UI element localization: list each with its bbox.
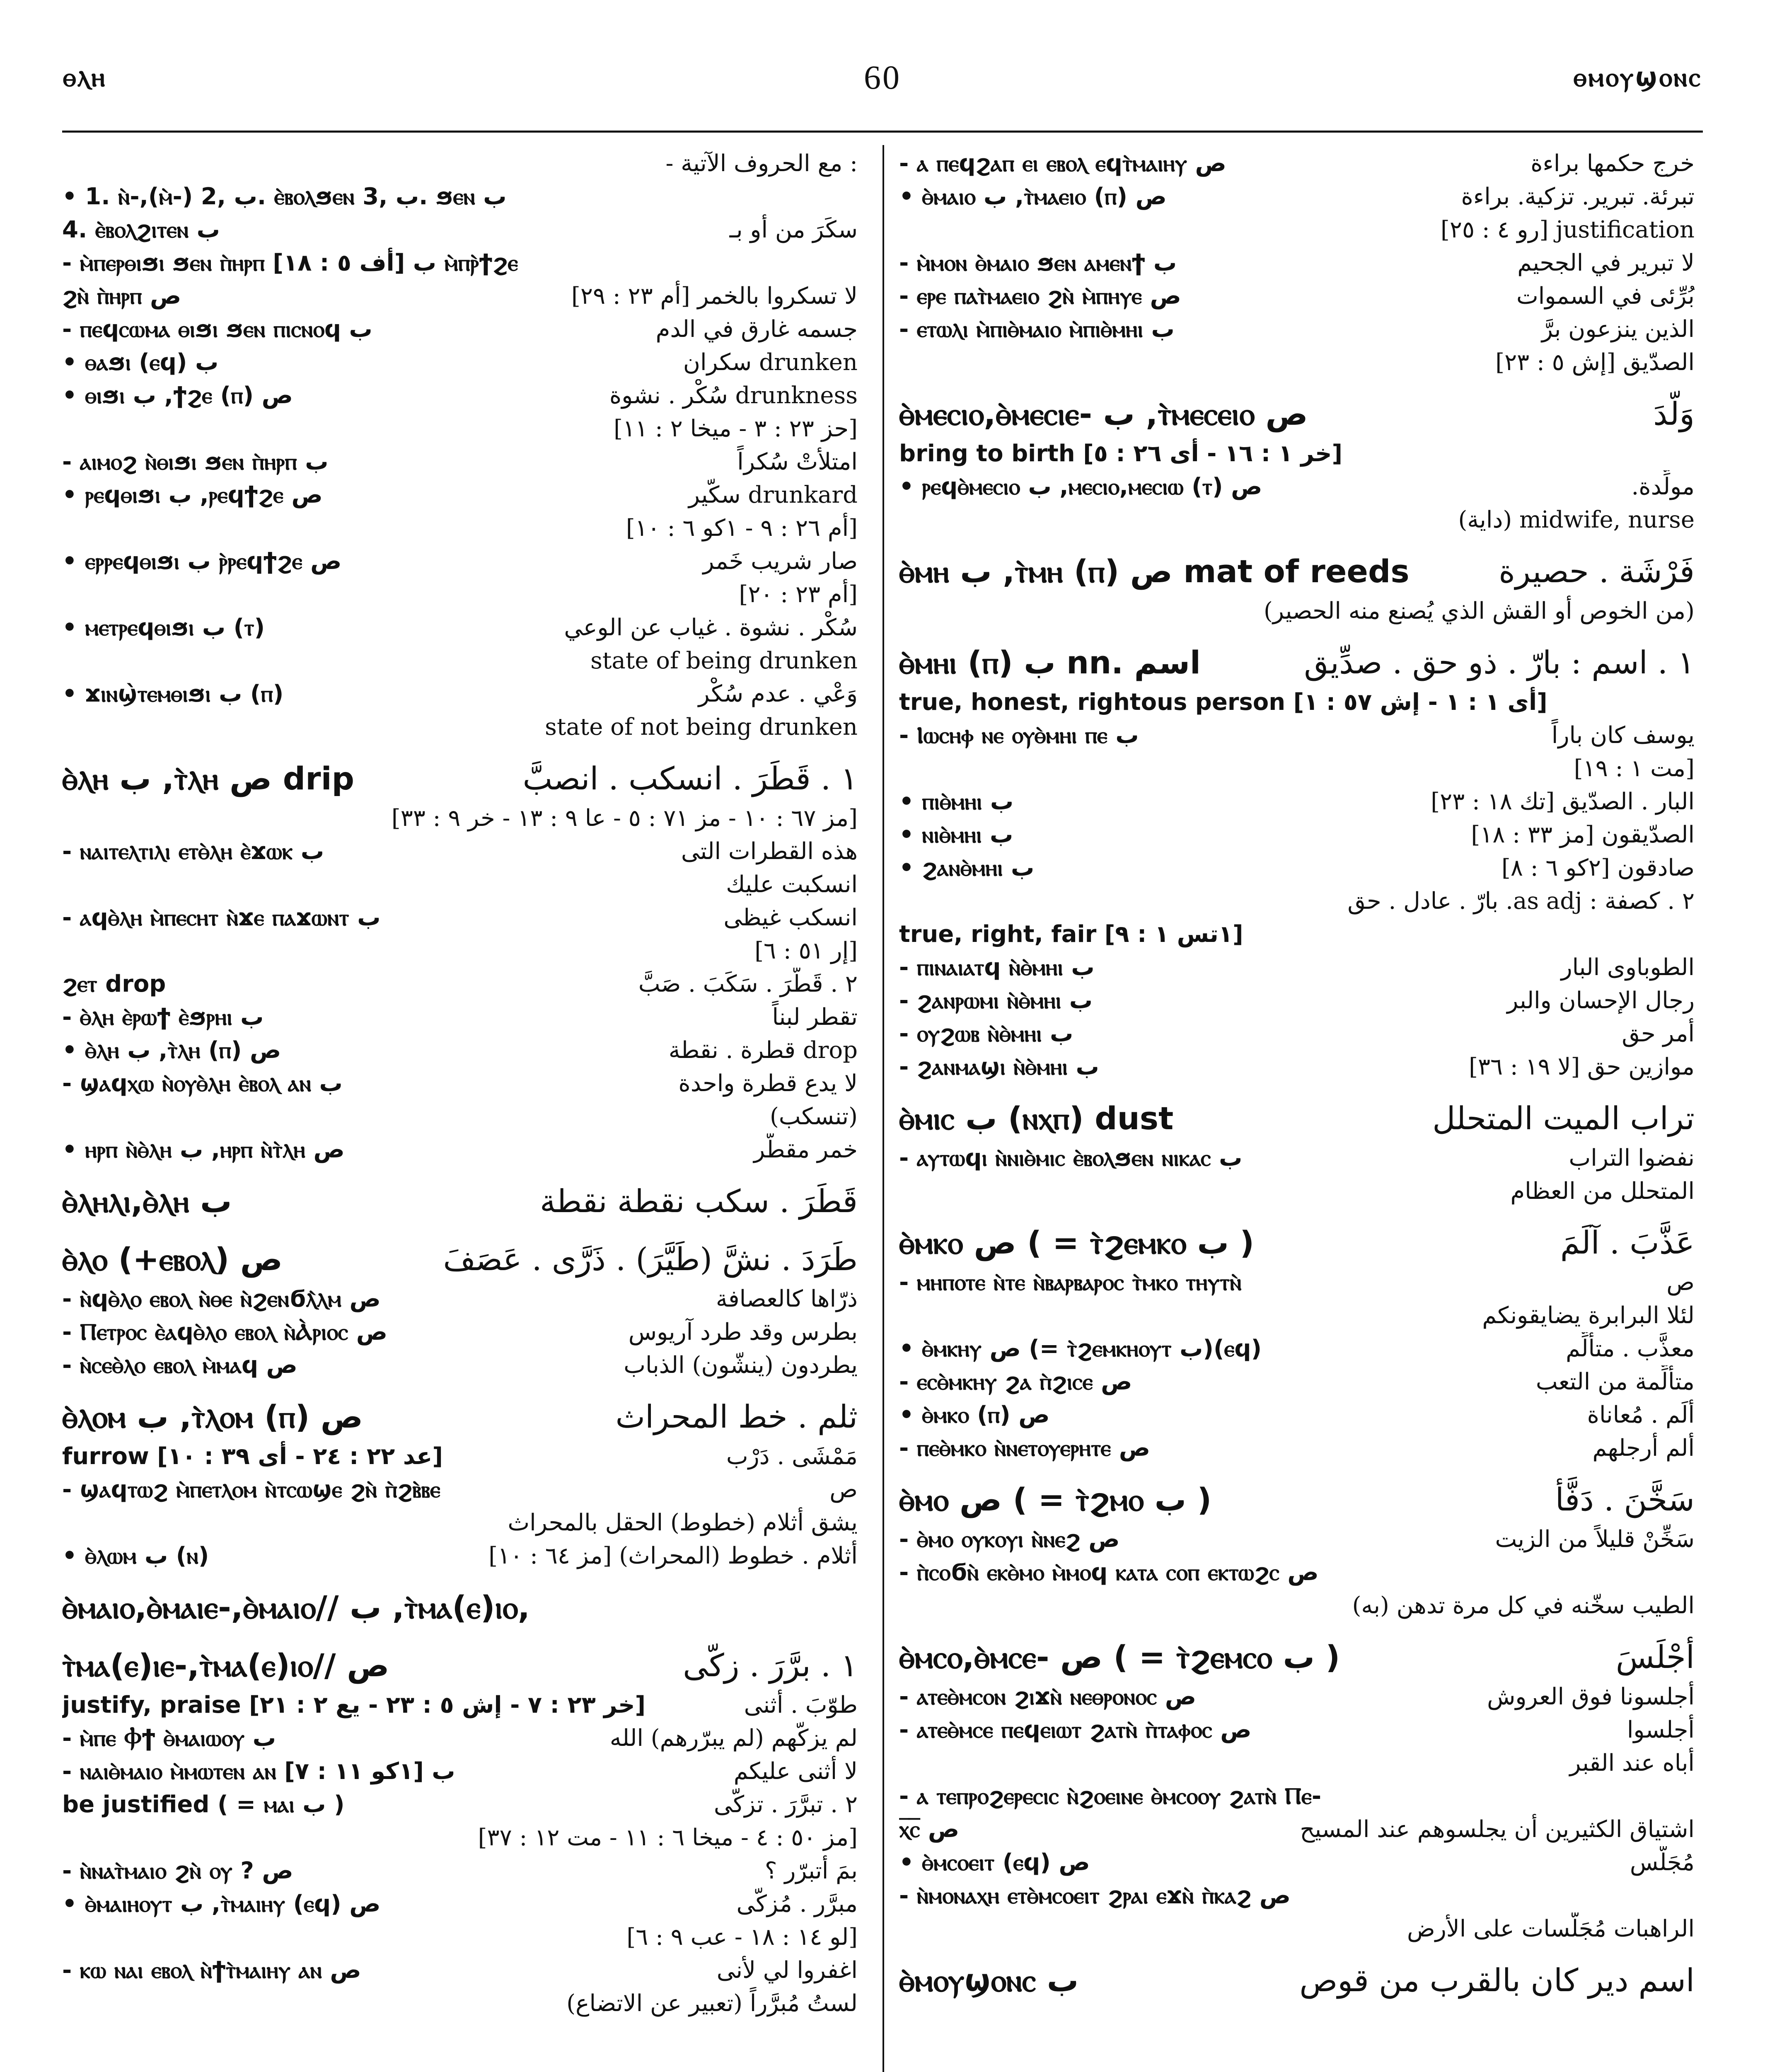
arabic-gloss: مبرَّر . مُزكّى: [736, 1890, 858, 1917]
coptic-text: - ⲉⲥⲑ̀ⲙⲕⲏⲩ ϩⲁ ⲡ̀ϩⲓⲥⲉ ص: [899, 1368, 1132, 1395]
arabic-gloss: سَخِّنْ قليلاً من الزيت: [1495, 1526, 1695, 1553]
arabic-gloss: drunkness سُكْر . نشوة: [609, 382, 858, 409]
entry-line: [899, 1266, 1695, 1299]
entry-line: [899, 280, 1695, 313]
left-column: [62, 147, 858, 2020]
arabic-gloss: ص: [1666, 1269, 1695, 1296]
coptic-text: ⲑ̀ⲙⲟ ص ( = ⲧ̀ϩⲙⲟ ب ): [899, 1481, 1212, 1518]
entry-line: [62, 346, 858, 379]
entry-line: [62, 412, 858, 445]
arabic-gloss: ص: [829, 1476, 858, 1503]
coptic-text: - ⲡⲉⲑ̀ⲙⲕⲟ ⲛ̀ⲛⲉⲧⲟⲩⲉⲣⲏⲧⲉ ص: [899, 1435, 1151, 1462]
arabic-gloss: رجال الإحسان والبر: [1507, 987, 1695, 1014]
coptic-text: ⲑ̀ⲗⲏⲗⲓ,ⲑ̀ⲗⲏ ب: [62, 1183, 232, 1220]
entry-line: [62, 1349, 858, 1382]
coptic-text: - ϩⲁⲛⲣⲱⲙⲓ ⲛ̀ⲑ̀ⲙⲏⲓ ب: [899, 987, 1093, 1014]
entry-line: [62, 934, 858, 968]
coptic-text: ⲑ̀ⲙⲟⲩϣⲟⲛⲥ ب: [899, 1962, 1079, 1999]
entry-line: [62, 1689, 858, 1722]
coptic-text: - ⲡ̀ⲥⲟϭⲛ̀ ⲉⲕⲑ̀ⲙⲟ ⲙ̀ⲙⲟϥ ⲕⲁⲧⲁ ⲥⲟⲡ ⲉⲕⲧⲱϩⲥ ص: [899, 1559, 1319, 1586]
entry-line: [899, 1634, 1695, 1680]
arabic-gloss: وَعْي . عدم سُكْر: [698, 680, 858, 707]
entry-line: [62, 247, 858, 280]
coptic-text: - ⲁⲧⲉⲑ̀ⲙⲥⲟⲛ ϩⲓϫⲛ̀ ⲛⲉⲑⲣⲟⲛⲟⲥ ص: [899, 1683, 1197, 1710]
coptic-text: justify, praise [خر ٢٣ : ٧ - إش ٥ : ٢٣ - يع ٢ : ٢١]: [62, 1692, 646, 1719]
arabic-gloss: لم يزكّهم (لم يبرّرهم) الله: [609, 1725, 858, 1752]
entry-line: [899, 213, 1695, 247]
arabic-gloss: اغفروا لي لأنى: [716, 1957, 858, 1984]
coptic-text: ⲧ̀ⲙⲁ(ⲉ)ⲓⲉ-,ⲧ̀ⲙⲁ(ⲉ)ⲓⲟ// ص: [62, 1647, 389, 1684]
entry-line: [899, 752, 1695, 785]
entry-line: [62, 1921, 858, 1954]
coptic-text: - Ⲡⲉⲧⲣⲟⲥ ⲉ̀ⲁϥⲑ̀ⲗⲟ ⲉⲃⲟⲗ ⲛ̀Ⲁ̀ⲣⲓⲟⲥ ص: [62, 1319, 388, 1346]
entry-line: [899, 1432, 1695, 1465]
arabic-gloss: ١ . اسم : بارّ . ذو حق . صدِّيق: [1304, 644, 1695, 681]
entry-line: [62, 868, 858, 901]
arabic-gloss: (تنسكب): [769, 1103, 858, 1130]
arabic-gloss: drunken سكران: [683, 349, 858, 376]
coptic-text: - ⲁⲓⲙⲟϩ ⲛ̀ⲑⲓϧⲓ ϧⲉⲛ ⲡ̀ⲏⲣⲡ ب: [62, 448, 329, 475]
coptic-text: - ⲙⲏⲡⲟⲧⲉ ⲛ̀ⲧⲉ ⲛ̀ⲃⲁⲣⲃⲁⲣⲟⲥ ⲧ̀ⲙⲕⲟ ⲧⲏⲩⲧⲛ̀: [899, 1269, 1242, 1296]
entry-line: [62, 711, 858, 744]
coptic-text: - ⲁ ⲧⲉⲡⲣⲟϩⲉⲣⲉⲥⲓⲥ ⲛ̀ϩⲟⲉⲓⲛⲉ ⲑ̀ⲙⲥⲟⲟⲩ ϩⲁⲧⲛ̀ Ⲡⲉ-: [899, 1783, 1322, 1810]
coptic-text: - ⲁⲩⲧⲱϥⲓ ⲛ̀ⲛⲓⲑ̀ⲙⲓⲥ ⲉ̀ⲃⲟⲗϧⲉⲛ ⲛⲓⲕⲁⲥ ب: [899, 1145, 1243, 1172]
entry-line: [62, 1100, 858, 1133]
coptic-text: • ⲛⲓⲑ̀ⲙⲏⲓ ب: [899, 821, 1013, 848]
entry-line: [899, 1957, 1695, 2004]
entry-line: [62, 1001, 858, 1034]
entry-line: [62, 1987, 858, 2020]
arabic-gloss: الصدّيق [إش ٥ : ٢٣]: [1495, 349, 1695, 376]
coptic-text: - ⲡⲉϥⲥⲱⲙⲁ ⲑⲓϧⲓ ϧⲉⲛ ⲡⲓⲥⲛⲟϥ ب: [62, 316, 372, 343]
arabic-gloss: [مز ٦٧ : ١٠ - مز ٧١ : ٥ - عا ٩ : ١٣ - خر ٩ : ٣٣]: [391, 805, 858, 832]
arabic-gloss: عَذَّبَ . آلَمَ: [1560, 1224, 1695, 1261]
coptic-text: - ⲁⲧⲉⲑ̀ⲙⲥⲉ ⲡⲉϥⲉⲓⲱⲧ ϩⲁⲧⲛ̀ ⲡ̀ⲧⲁⲫⲟⲥ ص: [899, 1716, 1252, 1743]
arabic-gloss: امتلأتْ سُكراً: [737, 448, 858, 475]
coptic-text: • ⲑⲓϧⲓ ب ,ϯϩⲉ (ⲡ) ص: [62, 382, 293, 409]
arabic-gloss: لا تبرير في الجحيم: [1517, 249, 1695, 276]
arabic-gloss: ألَم . مُعاناة: [1587, 1402, 1695, 1428]
coptic-text: ⲭ̅ⲥ̅ ص: [899, 1816, 960, 1843]
arabic-gloss: سكَرَ من أو بـ: [729, 216, 858, 243]
arabic-gloss: justification [رو ٤ : ٢٥]: [1441, 216, 1695, 243]
entry-line: [62, 147, 858, 180]
coptic-text: ⲑ̀ⲙⲉⲥⲓⲟ,ⲑ̀ⲙⲉⲥⲓⲉ- ب ,ⲧ̀ⲙⲉⲥⲉⲓⲟ ص: [899, 395, 1308, 432]
arabic-gloss: قَطَرَ . سكب نقطة نقطة: [539, 1183, 858, 1220]
entry-line: [899, 1846, 1695, 1879]
coptic-text: • ⲡⲓⲑ̀ⲙⲏⲓ ب: [899, 788, 1014, 815]
entry-line: [62, 1316, 858, 1349]
entry-line: [899, 1780, 1695, 1813]
entry-line: [62, 968, 858, 1001]
arabic-gloss: متألِّمة من التعب: [1535, 1368, 1695, 1395]
arabic-gloss: : مع الحروف الآتية -: [665, 150, 858, 177]
arabic-gloss: الطوباوى البار: [1561, 954, 1695, 981]
arabic-gloss: خرج حكمها براءة: [1530, 150, 1695, 177]
arabic-gloss: صار شريب خَمر: [703, 548, 858, 575]
coptic-text: ⲑ̀ⲙⲁⲓⲟ,ⲑ̀ⲙⲁⲓⲉ-,ⲑ̀ⲙⲁⲓⲟ// ب ,ⲧ̀ⲙⲁ(ⲉ)ⲓⲟ,: [62, 1589, 530, 1626]
entry-line: [62, 578, 858, 611]
arabic-gloss: مُجَلَّس: [1630, 1849, 1695, 1876]
coptic-text: ⲑ̀ⲗⲟⲙ ب ,ⲧ̀ⲗⲟⲙ (ⲡ) ص: [62, 1398, 363, 1435]
entry-line: [62, 1722, 858, 1755]
coptic-text: - ϩⲁⲛⲙⲁϣⲓ ⲛ̀ⲑ̀ⲙⲏⲓ ب: [899, 1053, 1099, 1080]
coptic-text: true, right, fair [١تس ١ : ٩]: [899, 921, 1243, 948]
arabic-gloss: الراهبات مُجَلَّسات على الأرض: [1407, 1915, 1695, 1942]
entry-line: [62, 1236, 858, 1283]
arabic-gloss: لئلا البرابرة يضايقونكم: [1482, 1302, 1695, 1329]
coptic-text: • ⲙⲉⲧⲣⲉϥⲑⲓϧⲓ ب (ⲧ): [62, 614, 265, 641]
coptic-text: ⲑ̀ⲙⲓⲥ ب (ⲛⲭⲡ) dust: [899, 1100, 1174, 1137]
entry-line: [62, 1642, 858, 1689]
entry-line: [899, 1095, 1695, 1142]
arabic-gloss: [لو ١٤ : ١٨ - عب ٩ : ٦]: [626, 1924, 858, 1951]
arabic-gloss: أباه عند القبر: [1569, 1750, 1695, 1777]
entry-line: [62, 901, 858, 934]
entry-line: [62, 755, 858, 802]
coptic-text: • ⲑⲁϧⲓ (ⲉϥ) ب: [62, 349, 219, 376]
entry-line: [899, 918, 1695, 951]
column-divider: [882, 145, 884, 2072]
entry-line: [62, 1394, 858, 1440]
entry-line: [62, 611, 858, 644]
entry-line: [899, 1813, 1695, 1846]
coptic-text: - ⲟⲩϩⲱⲃ ⲛ̀ⲑ̀ⲙⲏⲓ ب: [899, 1020, 1074, 1047]
entry-line: [899, 503, 1695, 537]
arabic-gloss: ٢ . قَطَّرَ . سَكَبَ . صَبَّ: [638, 971, 858, 997]
arabic-gloss: ١ . برَّرَ . زكّى: [683, 1647, 858, 1684]
entry-line: [62, 280, 858, 313]
arabic-gloss: المتحلل من العظام: [1510, 1178, 1695, 1205]
entry-line: [62, 1178, 858, 1225]
coptic-text: - ⲡⲓⲛⲁⲓⲁⲧϥ ⲛ̀ⲑ̀ⲙⲏⲓ ب: [899, 954, 1095, 981]
coptic-text: • ⲉⲣⲣⲉϥⲑⲓϧⲓ ب ⲣ̀ⲣⲉϥϯϩⲉ ص: [62, 548, 342, 575]
coptic-text: - Ⲓⲱⲥⲏⲫ ⲛⲉ ⲟⲩⲑ̀ⲙⲏⲓ ⲡⲉ ب: [899, 722, 1139, 749]
coptic-text: ϩⲉⲧ drop: [62, 971, 166, 997]
running-head-left: ⲑⲗⲏ: [63, 62, 107, 93]
coptic-text: • ϩⲁⲛⲑ̀ⲙⲏⲓ ب: [899, 854, 1035, 881]
coptic-text: be justified ( = ⲙⲁⲓ ب ): [62, 1791, 345, 1818]
entry-line: [62, 1854, 858, 1888]
coptic-text: ⲑ̀ⲙⲏ ب ,ⲧ̀ⲙⲏ (ⲡ) ص mat of reeds: [899, 553, 1410, 590]
entry-line: [62, 445, 858, 479]
entry-line: [899, 595, 1695, 628]
entry-line: [899, 1142, 1695, 1175]
entry-line: [899, 1714, 1695, 1747]
header-rule: [62, 131, 1703, 133]
arabic-gloss: لا يدع قطرة واحدة: [678, 1070, 858, 1097]
coptic-text: • ⲑ̀ⲗⲏ ب ,ⲧ̀ⲗⲏ (ⲡ) ص: [62, 1037, 281, 1064]
coptic-text: ⲑ̀ⲙⲏⲓ (ⲡ) ب nn. اسم: [899, 644, 1201, 681]
arabic-gloss: اشتياق الكثيرين أن يجلسوهم عند المسيح: [1300, 1816, 1695, 1843]
arabic-gloss: تراب الميت المتحلل: [1432, 1100, 1695, 1137]
coptic-text: • ⲑ̀ⲙⲕⲏⲩ ص (= ⲧ̀ϩⲉⲙⲕⲏⲟⲩⲧ ب)(ⲉϥ): [899, 1335, 1262, 1362]
coptic-text: - ⲙ̀ⲡⲉ Ⲫϯ ⲑ̀ⲙⲁⲓⲱⲟⲩ ب: [62, 1725, 276, 1752]
entry-line: [62, 1034, 858, 1067]
entry-line: [62, 1788, 858, 1821]
arabic-gloss: تبرئة. تبرير. تزكية. براءة: [1461, 183, 1695, 210]
coptic-text: - ϣⲁϥⲭⲱ ⲛ̀ⲟⲩⲑ̀ⲗⲏ ⲉ̀ⲃⲟⲗ ⲁⲛ ب: [62, 1070, 343, 1097]
entry-line: [62, 678, 858, 711]
arabic-gloss: أجلسوا: [1627, 1716, 1695, 1743]
arabic-gloss: سَخَّنَ . دَفَّأَ: [1555, 1481, 1695, 1518]
entry-line: [899, 1299, 1695, 1332]
coptic-text: ⲑ̀ⲙⲕⲟ ص ( = ⲧ̀ϩⲉⲙⲕⲟ ب ): [899, 1224, 1255, 1261]
entry-line: [62, 1539, 858, 1573]
coptic-text: • ⲑ̀ⲙⲕⲟ (ⲡ) ص: [899, 1402, 1050, 1428]
entry-line: [62, 1473, 858, 1506]
entry-line: [899, 470, 1695, 503]
entry-line: [899, 247, 1695, 280]
arabic-gloss: midwife, nurse (داية): [1458, 506, 1695, 533]
entry-line: [62, 1067, 858, 1100]
arabic-gloss: صادقون [٢كو ٦ : ٨]: [1501, 854, 1695, 881]
coptic-text: - ⲁ ⲡⲉϥϩⲁⲡ ⲉⲓ ⲉⲃⲟⲗ ⲉϥⲧ̀ⲙⲁⲓⲏⲩ ص: [899, 150, 1226, 177]
coptic-text: • ⲑ̀ⲙⲥⲟⲉⲓⲧ (ⲉϥ) ص: [899, 1849, 1090, 1876]
entry-line: [899, 1879, 1695, 1912]
arabic-gloss: مولِّدة.: [1631, 473, 1695, 500]
coptic-text: - ⲛ̀ⲥⲉⲑ̀ⲗⲟ ⲉⲃⲟⲗ ⲙ̀ⲙⲁϥ ص: [62, 1352, 297, 1379]
entry-line: [62, 1821, 858, 1854]
arabic-gloss: فَرْشَة . حصيرة: [1499, 553, 1695, 590]
arabic-gloss: أجْلَسَ: [1615, 1639, 1695, 1675]
coptic-text: - ⲛ̀ϥⲑ̀ⲗⲟ ⲉⲃⲟⲗ ⲛ̀ⲑⲉ ⲛ̀ϩⲉⲛϭⲗ̀ⲗⲙ ص: [62, 1285, 381, 1312]
arabic-gloss: ٢ . كصفة : as adj. بارّ . عادل . حق: [1347, 888, 1695, 915]
arabic-gloss: بُرِّئى في السموات: [1516, 283, 1695, 310]
entry-line: [899, 1332, 1695, 1365]
arabic-gloss: ١ . قَطَرَ . انسكب . انصبَّ: [522, 760, 858, 797]
entry-line: [899, 1017, 1695, 1051]
coptic-text: - ⲛⲁⲓⲧⲉⲗⲧⲓⲗⲓ ⲉⲧⲑ̀ⲗⲏ ⲉ̀ϫⲱⲕ ب: [62, 838, 324, 865]
arabic-gloss: بمَ أتبرّر ؟: [764, 1857, 858, 1884]
entry-line: [62, 545, 858, 578]
arabic-gloss: [إر ٥١ : ٦]: [754, 937, 858, 964]
arabic-gloss: خمر مقطَّر: [754, 1136, 858, 1163]
entry-line: [899, 180, 1695, 213]
entry-line: [899, 391, 1695, 437]
running-head-right: ⲑⲙⲟⲩϣⲟⲛⲥ: [1573, 62, 1702, 93]
entry-line: [899, 885, 1695, 918]
entry-line: [62, 479, 858, 512]
entry-line: [899, 1912, 1695, 1946]
coptic-text: - ⲉⲣⲉ ⲡⲁⲧ̀ⲙⲁⲉⲓⲟ ϩⲛ̀ ⲙ̀ⲡⲏⲩⲉ ص: [899, 283, 1181, 310]
entry-line: [899, 686, 1695, 719]
arabic-gloss: أجلسونا فوق العروش: [1487, 1683, 1695, 1710]
entry-line: [899, 548, 1695, 595]
right-column: [899, 147, 1695, 2004]
entry-line: [62, 1755, 858, 1788]
entry-line: [62, 379, 858, 412]
entry-line: [62, 180, 858, 213]
arabic-gloss: [أم ٢٦ : ٩ - ١كو ٦ : ١٠]: [626, 515, 858, 542]
entry-line: [899, 1477, 1695, 1523]
arabic-gloss: بطرس وقد طرد آريوس: [628, 1319, 858, 1346]
entry-line: [899, 1399, 1695, 1432]
arabic-gloss: ألم أرجلهم: [1592, 1435, 1695, 1462]
coptic-text: 4. ⲉ̀ⲃⲟⲗϩⲓⲧⲉⲛ ب: [62, 216, 220, 243]
entry-line: [899, 1175, 1695, 1208]
arabic-gloss: لا أُثنى عليكم: [733, 1758, 858, 1785]
coptic-text: - ⲉⲧⲱⲗⲓ ⲙ̀ⲡⲓⲑ̀ⲙⲁⲓⲟ ⲙ̀ⲡⲓⲑ̀ⲙⲏⲓ ب: [899, 316, 1175, 343]
arabic-gloss: الصدّيقون [مز ٣٣ : ١٨]: [1471, 821, 1695, 848]
entry-line: [899, 1365, 1695, 1399]
entry-line: [899, 785, 1695, 818]
entry-line: [899, 1680, 1695, 1714]
entry-line: [899, 1747, 1695, 1780]
coptic-text: • ⲣⲉϥⲑⲓϧⲓ ب ,ⲣⲉϥϯϩⲉ ص: [62, 482, 323, 508]
arabic-gloss: هذه القطرات التى: [681, 838, 858, 865]
arabic-gloss: يوسف كان باراً: [1551, 722, 1695, 749]
arabic-gloss: ذرّاها كالعصافة: [716, 1285, 858, 1312]
entry-line: [62, 1584, 858, 1631]
entry-line: [899, 951, 1695, 984]
coptic-text: • ⲣⲉϥⲑ̀ⲙⲉⲥⲓⲟ ب ,ⲙⲉⲥⲓⲟ,ⲙⲉⲥⲓⲱ (ⲧ) ص: [899, 473, 1262, 500]
arabic-gloss: انسكبت عليك: [726, 871, 858, 898]
arabic-gloss: طوّبَ . أثنى: [744, 1692, 858, 1719]
arabic-gloss: [حز ٢٣ : ٣ - ميخا ٢ : ١١]: [614, 415, 858, 442]
arabic-gloss: state of being drunken: [590, 647, 858, 674]
entry-line: [899, 437, 1695, 470]
entry-line: [899, 1556, 1695, 1589]
arabic-gloss: state of not being drunken: [545, 714, 858, 741]
entry-line: [62, 313, 858, 346]
arabic-gloss: سُكْر . نشوة . غياب عن الوعي: [564, 614, 858, 641]
coptic-text: - ⲙ̀ⲙⲟⲛ ⲑ̀ⲙⲁⲓⲟ ϧⲉⲛ ⲁⲙⲉⲛϯ ب: [899, 249, 1177, 276]
coptic-text: - ⲑ̀ⲗⲏ ⲉ̀ⲣⲱϯ ⲉ̀ϧⲣⲏⲓ ب: [62, 1004, 264, 1031]
entry-line: [899, 852, 1695, 885]
coptic-text: • ϫⲓⲛϣ̀ⲧⲉⲙⲑⲓϧⲓ ب (ⲡ): [62, 680, 284, 707]
coptic-text: - ⲁϥⲑ̀ⲗⲏ ⲙ̀ⲡⲉⲥⲏⲧ ⲛ̀ϫⲉ ⲡⲁϫⲱⲛⲧ ب: [62, 904, 381, 931]
coptic-text: • ⲑ̀ⲗⲱⲙ ب (ⲛ): [62, 1542, 209, 1569]
arabic-gloss: البار . الصدّيق [تك ١٨ : ٢٣]: [1431, 788, 1695, 815]
arabic-gloss: موازين حق [لا ١٩ : ٣٦]: [1469, 1053, 1695, 1080]
arabic-gloss: drop قطرة . نقطة: [668, 1037, 858, 1064]
arabic-gloss: لستُ مُبرَّراً (تعبير عن الاتضاع): [566, 1990, 858, 2017]
entry-line: [62, 1440, 858, 1473]
arabic-gloss: يشق أثلام (خطوط) الحقل بالمحراث: [508, 1509, 858, 1536]
arabic-gloss: اسم دير كان بالقرب من قوص: [1299, 1962, 1695, 1999]
arabic-gloss: طَرَدَ . نشَّ (طَيَّرَ) . ذَرَّى . عَصَفَ: [443, 1241, 858, 1278]
entry-line: [62, 644, 858, 678]
arabic-gloss: مَمْشَى . دَرْب: [726, 1443, 858, 1470]
coptic-text: - ⲛ̀ⲛⲁⲧ̀ⲙⲁⲓⲟ ϩⲛ̀ ⲟⲩ ? ص: [62, 1857, 293, 1884]
arabic-gloss: الطيب سخّنه في كل مرة تدهن (به): [1352, 1592, 1695, 1619]
entry-line: [62, 802, 858, 835]
arabic-gloss: drunkard سكّير: [688, 482, 858, 508]
arabic-gloss: وَلَّدَ: [1653, 395, 1695, 432]
entry-line: [62, 1506, 858, 1539]
entry-line: [62, 1954, 858, 1987]
arabic-gloss: (من الخوص أو القش الذي يُصنع منه الحصير): [1263, 598, 1695, 625]
entry-line: [62, 1888, 858, 1921]
entry-line: [899, 313, 1695, 346]
entry-line: [899, 1523, 1695, 1556]
arabic-gloss: أمر حق: [1622, 1020, 1695, 1047]
coptic-text: • ⲑ̀ⲙⲁⲓⲟ ب ,ⲧ̀ⲙⲁⲉⲓⲟ (ⲡ) ص: [899, 183, 1167, 210]
arabic-gloss: [مت ١ : ١٩]: [1574, 755, 1695, 782]
arabic-gloss: [مز ٥٠ : ٤ - ميخا ٦ : ١١ - مت ١٢ : ٣٧]: [478, 1824, 858, 1851]
entry-line: [899, 1051, 1695, 1084]
arabic-gloss: معذَّب . متألِّم: [1566, 1335, 1695, 1362]
coptic-text: - ϣⲁϥⲧⲱϩ ⲙ̀ⲡⲉⲧⲗⲟⲙ ⲛ̀ⲧⲥⲱϣⲉ ϩⲛ̀ ⲡ̀ϩⲃ̀ⲃⲉ: [62, 1476, 440, 1503]
coptic-text: ⲑ̀ⲗⲟ (+ⲉⲃⲟⲗ) ص: [62, 1241, 283, 1278]
arabic-gloss: ٢ . تبرَّرَ . تزكّى: [713, 1791, 858, 1818]
entry-line: [899, 984, 1695, 1017]
arabic-gloss: الذين ينزعون برَّ: [1541, 316, 1695, 343]
coptic-text: ⲑ̀ⲙⲥⲟ,ⲑ̀ⲙⲥⲉ- ص ( = ⲧ̀ϩⲉⲙⲥⲟ ب ): [899, 1639, 1340, 1675]
coptic-text: bring to birth [خر ١ : ١٦ - أى ٢٦ : ٥]: [899, 440, 1343, 467]
coptic-text: ⲑ̀ⲗⲏ ب ,ⲧ̀ⲗⲏ ص drip: [62, 760, 355, 797]
page-number: 60: [864, 58, 901, 96]
entry-line: [62, 512, 858, 545]
arabic-gloss: يطردون (ينشّون) الذباب: [624, 1352, 858, 1379]
entry-line: [899, 1220, 1695, 1266]
entry-line: [899, 719, 1695, 752]
coptic-text: - ⲛⲁⲓⲑ̀ⲙⲁⲓⲟ ⲙ̀ⲙⲱⲧⲉⲛ ⲁⲛ ب [١كو ١١ : ٧]: [62, 1758, 455, 1785]
entry-line: [899, 147, 1695, 180]
arabic-gloss: ثلم . خط المحراث: [615, 1398, 858, 1435]
entry-line: [899, 346, 1695, 379]
coptic-text: - ⲕⲱ ⲛⲁⲓ ⲉⲃⲟⲗ ⲛ̀ϯⲧ̀ⲙⲁⲓⲏⲩ ⲁⲛ ص: [62, 1957, 361, 1984]
coptic-text: - ⲙ̀ⲡⲉⲣⲑⲓϧⲓ ϧⲉⲛ ⲡ̀ⲏⲣⲡ [أف ٥ : ١٨] ب ⲙ̀ⲡⲣ̀ϯϩⲉ: [62, 249, 518, 276]
coptic-text: • ⲑ̀ⲙⲁⲓⲏⲟⲩⲧ ب ,ⲧ̀ⲙⲁⲓⲏⲩ (ⲉϥ) ص: [62, 1890, 381, 1917]
coptic-text: - ⲑ̀ⲙⲟ ⲟⲩⲕⲟⲩⲓ ⲛ̀ⲛⲉϩ ص: [899, 1526, 1120, 1553]
coptic-text: true, honest, rightous person [أى ١ : ١ - إش ٥٧ : ١]: [899, 689, 1547, 716]
entry-line: [899, 1589, 1695, 1622]
entry-line: [899, 818, 1695, 852]
coptic-text: ϩⲛ̀ ⲡ̀ⲏⲣⲡ ص: [62, 283, 181, 310]
entry-line: [62, 213, 858, 247]
arabic-gloss: [أم ٢٣ : ٢٠]: [739, 581, 858, 608]
coptic-text: furrow [عد ٢٢ : ٢٤ - أى ٣٩ : ١٠]: [62, 1443, 443, 1470]
arabic-gloss: نفضوا التراب: [1569, 1145, 1695, 1172]
arabic-gloss: لا تسكروا بالخمر [أم ٢٣ : ٢٩]: [571, 283, 858, 310]
entry-line: [62, 1283, 858, 1316]
arabic-gloss: جسمه غارق في الدم: [655, 316, 858, 343]
entry-line: [62, 1133, 858, 1167]
entry-line: [62, 835, 858, 868]
entry-line: [899, 639, 1695, 686]
arabic-gloss: أثلام . خطوط (المحراث) [مز ٦٤ : ١٠]: [488, 1542, 858, 1569]
arabic-gloss: تقطر لبناً: [772, 1004, 858, 1031]
coptic-text: • 1. ⲛ̀-,(ⲙ̀-) ب ,2. ⲉ̀ⲃⲟⲗϧⲉⲛ ب ,3. ϧⲉⲛ ب: [62, 183, 507, 210]
coptic-text: - ⲛ̀ⲙⲟⲛⲁⲭⲏ ⲉⲧⲑ̀ⲙⲥⲟⲉⲓⲧ ϩⲣⲁⲓ ⲉϫⲛ̀ ⲡ̀ⲕⲁϩ ص: [899, 1882, 1291, 1909]
coptic-text: • ⲏⲣⲡ ⲛ̀ⲑ̀ⲗⲏ ب ,ⲏⲣⲡ ⲛ̀ⲧ̀ⲗⲏ ص: [62, 1136, 345, 1163]
arabic-gloss: انسكب غيظى: [723, 904, 858, 931]
